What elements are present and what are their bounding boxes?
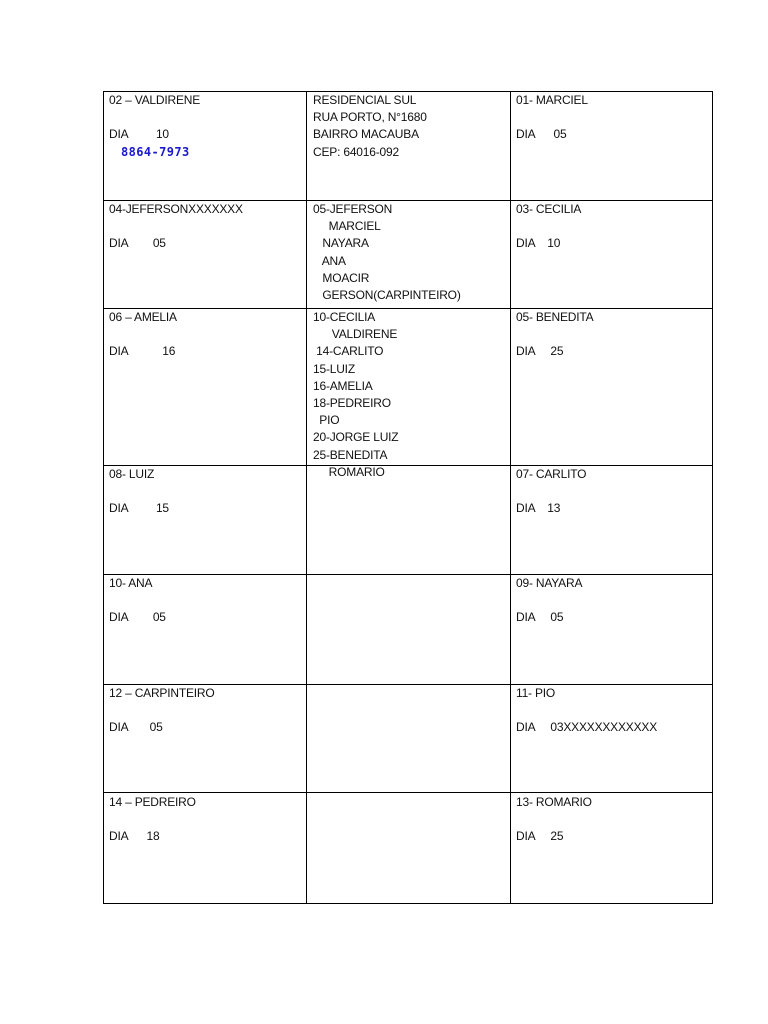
cell-text-line: DIA 10 [516,236,561,251]
cell-text-line: DIA 16 [109,344,176,359]
cell-text-line: DIA 10 [109,127,169,142]
cell-text-line: 10-CECILIA [313,310,376,324]
cell-text-line: DIA 25 [516,344,564,359]
cell-text-line: PIO [313,413,340,428]
cell-text-line: CEP: 64016-092 [313,144,399,159]
cell-text-line: ROMARIO [313,464,385,479]
cell-text-line: RUA PORTO, N°1680 [313,110,427,125]
cell-text-line: 05-JEFERSON [313,202,393,216]
cell-text-line: DIA 03XXXXXXXXXXXX [516,720,658,735]
table-border-bottom [103,903,713,904]
cell-text-line: DIA 05 [109,236,166,251]
row-divider-4 [103,574,713,575]
cell-text-line: 14 – PEDREIRO [109,795,196,809]
cell-text-line: 04-JEFERSONXXXXXXX [109,202,243,216]
cell-text-line: 07- CARLITO [516,467,587,481]
cell-text-line: 25-BENEDITA [313,447,388,462]
cell-text-line: 08- LUIZ [109,467,155,481]
cell-text-line: 10- ANA [109,576,153,590]
phone-number: 8864-7973 [121,144,190,159]
cell-text-line: DIA 05 [109,720,163,735]
table-border-right [712,91,713,904]
cell-text-line: DIA 15 [109,501,169,516]
cell-text-line: DIA 25 [516,829,564,844]
cell-text-line: 15-LUIZ [313,361,355,376]
cell-text-line: 03- CECILIA [516,202,582,216]
cell-text-line: DIA 05 [109,610,166,625]
cell-text-line: DIA 05 [516,610,564,625]
cell-text-line: DIA 13 [516,501,561,516]
cell-text-line: RESIDENCIAL SUL [313,93,417,107]
cell-text-line: GERSON(CARPINTEIRO) [313,288,461,302]
row-divider-5 [103,684,713,685]
row-divider-1 [103,200,713,201]
cell-text-line: MARCIEL [313,219,381,234]
table-divider-col1 [306,91,307,904]
cell-text-line: ANA [313,253,346,268]
cell-text-line: 06 – AMELIA [109,310,177,324]
cell-text-line: 05- BENEDITA [516,310,594,324]
cell-text-line: BAIRRO MACAUBA [313,127,419,142]
cell-text-line: 14-CARLITO [313,344,384,359]
cell-text-line: 18-PEDREIRO [313,396,391,410]
row-divider-3 [103,465,713,466]
cell-text-line: 02 – VALDIRENE [109,93,201,107]
table-border-left [103,91,104,904]
cell-text-line: 13- ROMARIO [516,795,592,809]
table-divider-col2 [510,91,511,904]
cell-text-line: DIA 05 [516,127,567,142]
cell-text-line: 16-AMELIA [313,378,373,393]
row-divider-6 [103,792,713,793]
cell-text-line: 09- NAYARA [516,576,583,590]
cell-text-line: 12 – CARPINTEIRO [109,686,215,700]
cell-text-line: 11- PIO [516,686,556,700]
cell-text-line: NAYARA [313,236,369,251]
cell-text-line: MOACIR [313,270,370,285]
row-divider-2 [103,308,713,309]
cell-text-line: VALDIRENE [313,327,398,342]
cell-text-line: 01- MARCIEL [516,93,588,107]
table-border-top [103,91,713,92]
cell-text-line: DIA 18 [109,829,160,844]
cell-text-line: 20-JORGE LUIZ [313,430,399,445]
